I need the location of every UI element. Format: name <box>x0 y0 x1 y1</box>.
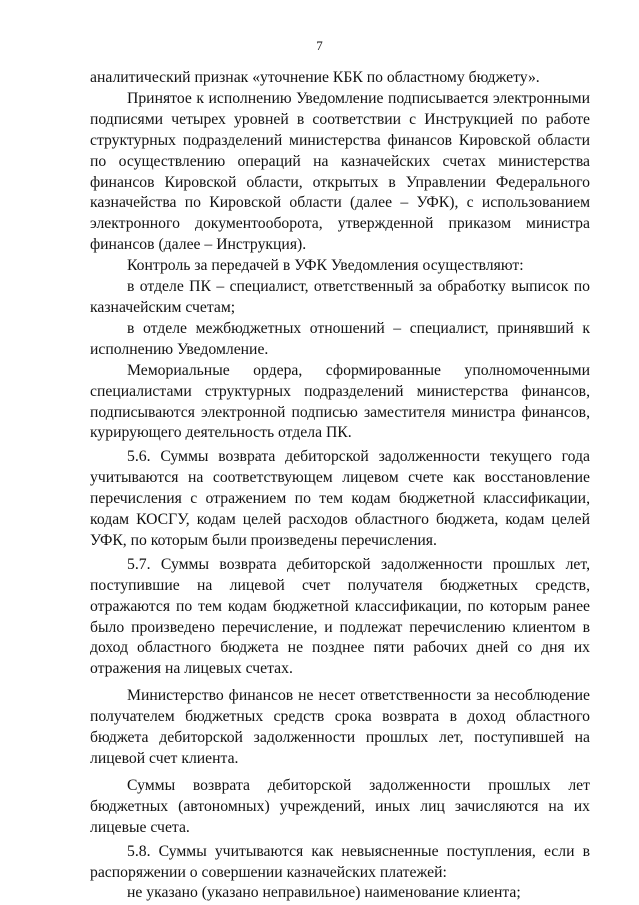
page-number: 7 <box>316 38 323 53</box>
paragraph-ministry-responsibility: Министерство финансов не несет ответственности за несоблюдение получателем бюджетных средств срока возврата в доход областного бюджета дебиторской задолженности прошлых лет, поступившей на лицевой счет клиента. <box>90 687 590 767</box>
paragraph-section-5-7: 5.7. Суммы возврата дебиторской задолженности прошлых лет, поступившие на лицевой счет получателя бюджетных средств, отражаются по тем кодам бюджетной классификации, по которым ранее было произведено перечисление, и подлежат перечислению клиентом в доход областного бюджета не позднее пяти рабочих дней со дня их отражения на лицевых счетах. <box>90 555 590 678</box>
paragraph-control-interbudget: в отделе межбюджетных отношений – специалист, принявший к исполнению Уведомление. <box>90 319 590 358</box>
paragraph-memorial-orders: Мемориальные ордера, сформированные уполномоченными специалистами структурных подразделений министерства финансов, подписываются электронной подписью заместителя министра финансов, курирующего деятельность отдела ПК. <box>90 361 590 442</box>
paragraph-section-5-8: 5.8. Суммы учитываются как невыясненные поступления, если в распоряжении о совершении казначейских платежей: <box>90 842 590 881</box>
document-body <box>90 68 590 904</box>
paragraph-institution-refunds: Суммы возврата дебиторской задолженности прошлых лет бюджетных (автономных) учреждений, иных лиц зачисляются на их лицевые счета. <box>90 776 590 836</box>
paragraph-section-5-6: 5.6. Суммы возврата дебиторской задолженности текущего года учитываются на соответствующем лицевом счете как восстановление перечисления с отражением по тем кодам бюджетной классификации, кодам КОСГУ, кодам целей расходов областного бюджета, кодам целей УФК, по которым были произведены перечисления. <box>90 448 590 549</box>
paragraph-control-intro: Контроль за передачей в УФК Уведомления осуществляют: <box>127 257 524 275</box>
paragraph-notification-signing: Принятое к исполнению Уведомление подписывается электронными подписями четырех уровней в соответствии с Инструкцией по работе структурных подразделений министерства финансов Кировской области по осуществлению операций на казначейских счетах министерства финансов Кировской области, открытых в Управлении Федерального казначейства по Кировской области (далее – УФК), с использованием электронного документооборота, утвержденной приказом министра финансов (далее – Инструкция). <box>90 89 590 254</box>
paragraph-control-pk: в отделе ПК – специалист, ответственный за обработку выписок по казначейским счетам; <box>90 278 590 316</box>
paragraph-kbk-attribute: аналитический признак «уточнение КБК по областному бюджету». <box>90 69 540 86</box>
paragraph-client-name-missing: не указано (указано неправильное) наименование клиента; <box>127 884 521 902</box>
